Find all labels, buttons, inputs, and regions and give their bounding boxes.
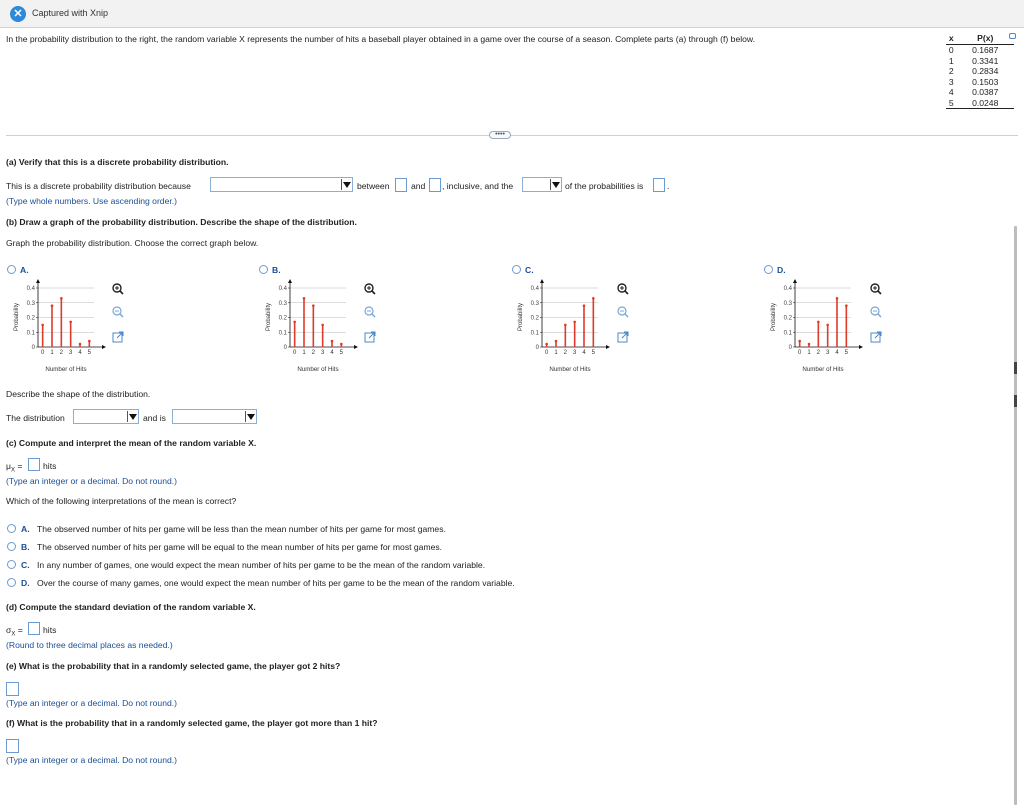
table-header-x: x bbox=[946, 33, 956, 45]
x-tick-label: 1 bbox=[807, 350, 811, 356]
y-tick-label: 0 bbox=[535, 345, 539, 351]
part-d-hint: (Round to three decimal places as needed.) bbox=[6, 640, 173, 650]
graph-option-b-radio[interactable] bbox=[259, 265, 268, 274]
x-tick-label: 0 bbox=[797, 350, 802, 356]
mean-option-d-text[interactable]: Over the course of many games, one would expect the mean number of hits per game to be the mean of the random variable. bbox=[37, 578, 515, 588]
zoom-in-icon[interactable] bbox=[364, 283, 376, 295]
zoom-out-icon[interactable] bbox=[364, 306, 376, 318]
inclusive-label: , inclusive, and the bbox=[442, 181, 514, 191]
bar-point bbox=[836, 297, 839, 300]
x-tick-label: 1 bbox=[302, 350, 306, 356]
y-axis-arrow bbox=[793, 279, 797, 283]
part-e-heading: (e) What is the probability that in a randomly selected game, the player got 2 hits? bbox=[6, 661, 341, 671]
x-tick-label: 5 bbox=[339, 350, 344, 356]
mu-equals: = bbox=[14, 461, 23, 471]
bar-point bbox=[845, 304, 848, 307]
window-title: Captured with Xnip bbox=[32, 8, 109, 18]
chevron-down-icon bbox=[550, 179, 560, 190]
chart-option-c bbox=[514, 275, 614, 375]
window-titlebar bbox=[0, 0, 1024, 28]
mean-option-b-text[interactable]: The observed number of hits per game will be equal to the mean number of hits per game for most games. bbox=[37, 542, 443, 552]
bar-point bbox=[545, 343, 548, 346]
table-row bbox=[946, 66, 1014, 77]
x-axis-arrow bbox=[859, 345, 863, 349]
part-a-hint: (Type whole numbers. Use ascending order.) bbox=[6, 196, 178, 206]
y-tick-label: 0.1 bbox=[26, 330, 35, 337]
y-tick-label: 0.4 bbox=[26, 286, 35, 292]
and-is-label: and is bbox=[143, 413, 166, 423]
table-cell: 0.1503 bbox=[972, 76, 999, 87]
between-label: between bbox=[357, 181, 390, 191]
question-intro: In the probability distribution to the right, the random variable X represents the number of hits a baseball player obtained in a game over the course of a season. Complete parts (a) through (f) below. bbox=[6, 34, 756, 44]
part-c-hint: (Type an integer or a decimal. Do not round.) bbox=[6, 476, 178, 486]
sum-input[interactable] bbox=[653, 178, 665, 192]
xnip-logo-icon: ✕ bbox=[10, 6, 26, 22]
zoom-out-icon[interactable] bbox=[112, 306, 124, 318]
mean-input[interactable] bbox=[28, 458, 40, 471]
scrollbar-marker bbox=[1014, 362, 1017, 374]
y-axis-arrow bbox=[540, 279, 544, 283]
x-tick-label: 2 bbox=[563, 350, 568, 356]
graph-option-a-label[interactable]: A. bbox=[20, 265, 29, 275]
x-tick-label: 0 bbox=[40, 350, 45, 356]
table-cell: 0 bbox=[948, 45, 954, 55]
y-tick-label: 0.1 bbox=[783, 330, 792, 337]
mean-option-b-letter[interactable]: B. bbox=[21, 542, 30, 552]
table-cell: 0.0387 bbox=[972, 87, 999, 97]
y-tick-label: 0 bbox=[788, 345, 792, 351]
x-tick-label: 3 bbox=[68, 350, 73, 356]
y-axis-label: Probability bbox=[266, 302, 272, 332]
table-cell: 0.3341 bbox=[972, 55, 999, 66]
x-tick-label: 0 bbox=[544, 350, 549, 356]
x-tick-label: 4 bbox=[78, 350, 82, 356]
sigma-symbol: σ bbox=[6, 625, 12, 635]
table-header-px: P(x) bbox=[956, 33, 1014, 45]
y-tick-label: 0 bbox=[283, 345, 287, 351]
graph-option-c-label[interactable]: C. bbox=[525, 265, 534, 275]
bar-point bbox=[340, 343, 343, 346]
x-tick-label: 5 bbox=[591, 350, 596, 356]
mean-option-c-text[interactable]: In any number of games, one would expect the mean number of hits per game to be the mean of the random variable. bbox=[37, 560, 486, 570]
chevron-down-icon bbox=[245, 411, 255, 422]
mean-option-d-letter[interactable]: D. bbox=[21, 578, 30, 588]
bar-point bbox=[826, 324, 829, 327]
bar-point bbox=[88, 340, 91, 343]
x-axis-arrow bbox=[102, 345, 106, 349]
scrollbar-marker bbox=[1014, 395, 1017, 407]
part-a-sentence: This is a discrete probability distribution because bbox=[6, 181, 191, 191]
mean-option-d-radio[interactable] bbox=[7, 578, 16, 587]
y-tick-label: 0 bbox=[31, 345, 35, 351]
table-cell: 0.0248 bbox=[956, 98, 1014, 109]
bar-point bbox=[331, 340, 334, 343]
upper-bound-input[interactable] bbox=[429, 178, 441, 192]
y-tick-label: 0.1 bbox=[530, 330, 539, 337]
prob-more-than-one-input[interactable] bbox=[6, 739, 19, 753]
table-cell: 5 bbox=[946, 98, 956, 109]
chart-option-a bbox=[10, 275, 110, 375]
probability-table bbox=[946, 33, 1014, 109]
part-e-hint: (Type an integer or a decimal. Do not round.) bbox=[6, 698, 178, 708]
y-tick-label: 0.2 bbox=[26, 315, 35, 322]
popout-icon[interactable] bbox=[112, 331, 124, 343]
bar-point bbox=[817, 321, 820, 324]
graph-option-d-label[interactable]: D. bbox=[777, 265, 786, 275]
y-tick-label: 0.3 bbox=[783, 300, 792, 307]
copy-table-icon[interactable] bbox=[1009, 33, 1016, 39]
x-tick-label: 2 bbox=[311, 350, 316, 356]
bar-point bbox=[592, 297, 595, 300]
std-dev-unit: hits bbox=[43, 625, 57, 635]
part-c-heading: (c) Compute and interpret the mean of the random variable X. bbox=[6, 438, 257, 448]
x-tick-label: 2 bbox=[59, 350, 64, 356]
x-axis-label: Number of Hits bbox=[45, 366, 87, 373]
x-tick-label: 0 bbox=[292, 350, 297, 356]
mu-subscript: X bbox=[10, 467, 15, 474]
describe-prompt: Describe the shape of the distribution. bbox=[6, 389, 151, 399]
graph-option-b-label[interactable]: B. bbox=[272, 265, 281, 275]
bar-point bbox=[60, 297, 63, 300]
bar-point bbox=[69, 321, 72, 324]
part-d-heading: (d) Compute the standard deviation of the random variable X. bbox=[6, 602, 256, 612]
table-cell: 2 bbox=[948, 66, 954, 76]
distribution-label: The distribution bbox=[6, 413, 65, 423]
zoom-out-icon[interactable] bbox=[870, 306, 882, 318]
y-axis-arrow bbox=[288, 279, 292, 283]
x-tick-label: 4 bbox=[582, 350, 586, 356]
bar-point bbox=[564, 324, 567, 327]
bar-point bbox=[312, 304, 315, 307]
table-row bbox=[946, 56, 1014, 67]
table-row bbox=[946, 45, 1014, 56]
of-probabilities-label: of the probabilities is bbox=[565, 181, 644, 191]
y-axis-arrow bbox=[36, 279, 40, 283]
x-tick-label: 5 bbox=[87, 350, 92, 356]
popout-icon[interactable] bbox=[364, 331, 376, 343]
chevron-down-icon bbox=[127, 411, 137, 422]
bar-point bbox=[79, 343, 82, 346]
part-a-heading: (a) Verify that this is a discrete probability distribution. bbox=[6, 157, 229, 167]
y-tick-label: 0.3 bbox=[26, 300, 35, 307]
bar-point bbox=[293, 321, 296, 324]
y-tick-label: 0.2 bbox=[530, 315, 539, 322]
y-tick-label: 0.4 bbox=[783, 286, 792, 292]
bar-point bbox=[798, 340, 801, 343]
table-cell: 4 bbox=[948, 87, 954, 97]
x-tick-label: 2 bbox=[816, 350, 821, 356]
graph-option-d-radio[interactable] bbox=[764, 265, 773, 274]
mu-symbol: μ bbox=[6, 461, 11, 471]
chart-option-d bbox=[767, 275, 867, 375]
sigma-subscript: X bbox=[11, 631, 16, 638]
popout-icon[interactable] bbox=[617, 331, 629, 343]
x-axis-arrow bbox=[606, 345, 610, 349]
x-axis-arrow bbox=[354, 345, 358, 349]
bar-point bbox=[573, 321, 576, 324]
measure-dropdown[interactable] bbox=[522, 177, 562, 192]
sigma-equals: = bbox=[15, 625, 23, 635]
graph-option-a-radio[interactable] bbox=[7, 265, 16, 274]
x-axis-label: Number of Hits bbox=[549, 366, 591, 373]
mean-option-c-letter[interactable]: C. bbox=[21, 560, 30, 570]
and-label: and bbox=[411, 181, 426, 191]
table-cell: 1 bbox=[948, 55, 954, 66]
mean-option-a-text[interactable]: The observed number of hits per game will be less than the mean number of hits per game for most games. bbox=[37, 524, 446, 534]
mean-option-a-letter[interactable]: A. bbox=[21, 524, 30, 534]
part-f-heading: (f) What is the probability that in a randomly selected game, the player got more than 1 hit? bbox=[6, 718, 378, 728]
mu-label bbox=[6, 461, 22, 474]
y-tick-label: 0.3 bbox=[278, 300, 287, 307]
popout-icon[interactable] bbox=[870, 331, 882, 343]
y-axis-label: Probability bbox=[518, 302, 524, 332]
chevron-down-icon bbox=[341, 179, 351, 190]
table-cell: 3 bbox=[948, 76, 954, 87]
skew-dropdown[interactable] bbox=[172, 409, 257, 424]
bar-point bbox=[51, 304, 54, 307]
mean-unit: hits bbox=[43, 461, 57, 471]
interpretation-question: Which of the following interpretations of the mean is correct? bbox=[6, 496, 237, 506]
y-tick-label: 0.4 bbox=[530, 286, 539, 292]
table-row bbox=[946, 98, 1014, 109]
zoom-out-icon[interactable] bbox=[617, 306, 629, 318]
x-tick-label: 3 bbox=[320, 350, 325, 356]
y-tick-label: 0.3 bbox=[530, 300, 539, 307]
y-axis-label: Probability bbox=[771, 302, 777, 332]
graph-option-c-radio[interactable] bbox=[512, 265, 521, 274]
mean-option-a-radio[interactable] bbox=[7, 524, 16, 533]
reason-dropdown[interactable] bbox=[210, 177, 353, 192]
bar-point bbox=[41, 324, 44, 327]
y-tick-label: 0.4 bbox=[278, 286, 287, 292]
prob-two-hits-input[interactable] bbox=[6, 682, 19, 696]
graph-instruction: Graph the probability distribution. Choose the correct graph below. bbox=[6, 238, 259, 248]
x-tick-label: 4 bbox=[835, 350, 839, 356]
sigma-label bbox=[6, 625, 23, 638]
table-row bbox=[946, 87, 1014, 98]
lower-bound-input[interactable] bbox=[395, 178, 407, 192]
mean-option-b-radio[interactable] bbox=[7, 542, 16, 551]
zoom-in-icon[interactable] bbox=[617, 283, 629, 295]
y-tick-label: 0.2 bbox=[783, 315, 792, 322]
x-tick-label: 4 bbox=[330, 350, 334, 356]
chart-option-b bbox=[262, 275, 362, 375]
x-tick-label: 3 bbox=[572, 350, 577, 356]
section-divider bbox=[6, 135, 1018, 136]
shape-dropdown[interactable] bbox=[73, 409, 139, 424]
x-tick-label: 5 bbox=[844, 350, 849, 356]
part-b-heading: (b) Draw a graph of the probability distribution. Describe the shape of the distribution. bbox=[6, 217, 357, 227]
x-axis-label: Number of Hits bbox=[802, 366, 844, 373]
part-f-hint: (Type an integer or a decimal. Do not round.) bbox=[6, 755, 178, 765]
bar-point bbox=[555, 340, 558, 343]
y-axis-label: Probability bbox=[14, 302, 20, 332]
table-cell: 0.2834 bbox=[972, 66, 999, 76]
bar-point bbox=[321, 324, 324, 327]
x-axis-label: Number of Hits bbox=[297, 366, 339, 373]
x-tick-label: 1 bbox=[554, 350, 558, 356]
table-cell: 0.1687 bbox=[972, 45, 999, 55]
zoom-in-icon[interactable] bbox=[112, 283, 124, 295]
x-tick-label: 3 bbox=[825, 350, 830, 356]
bar-point bbox=[808, 343, 811, 346]
mean-option-c-radio[interactable] bbox=[7, 560, 16, 569]
x-tick-label: 1 bbox=[50, 350, 54, 356]
bar-point bbox=[303, 297, 306, 300]
std-dev-input[interactable] bbox=[28, 622, 40, 635]
table-row bbox=[946, 77, 1014, 88]
y-tick-label: 0.1 bbox=[278, 330, 287, 337]
period-label: . bbox=[667, 181, 670, 191]
zoom-in-icon[interactable] bbox=[870, 283, 882, 295]
y-tick-label: 0.2 bbox=[278, 315, 287, 322]
bar-point bbox=[583, 304, 586, 307]
expand-more-button[interactable]: •••• bbox=[489, 131, 511, 139]
scrollbar-track[interactable] bbox=[1014, 226, 1017, 805]
